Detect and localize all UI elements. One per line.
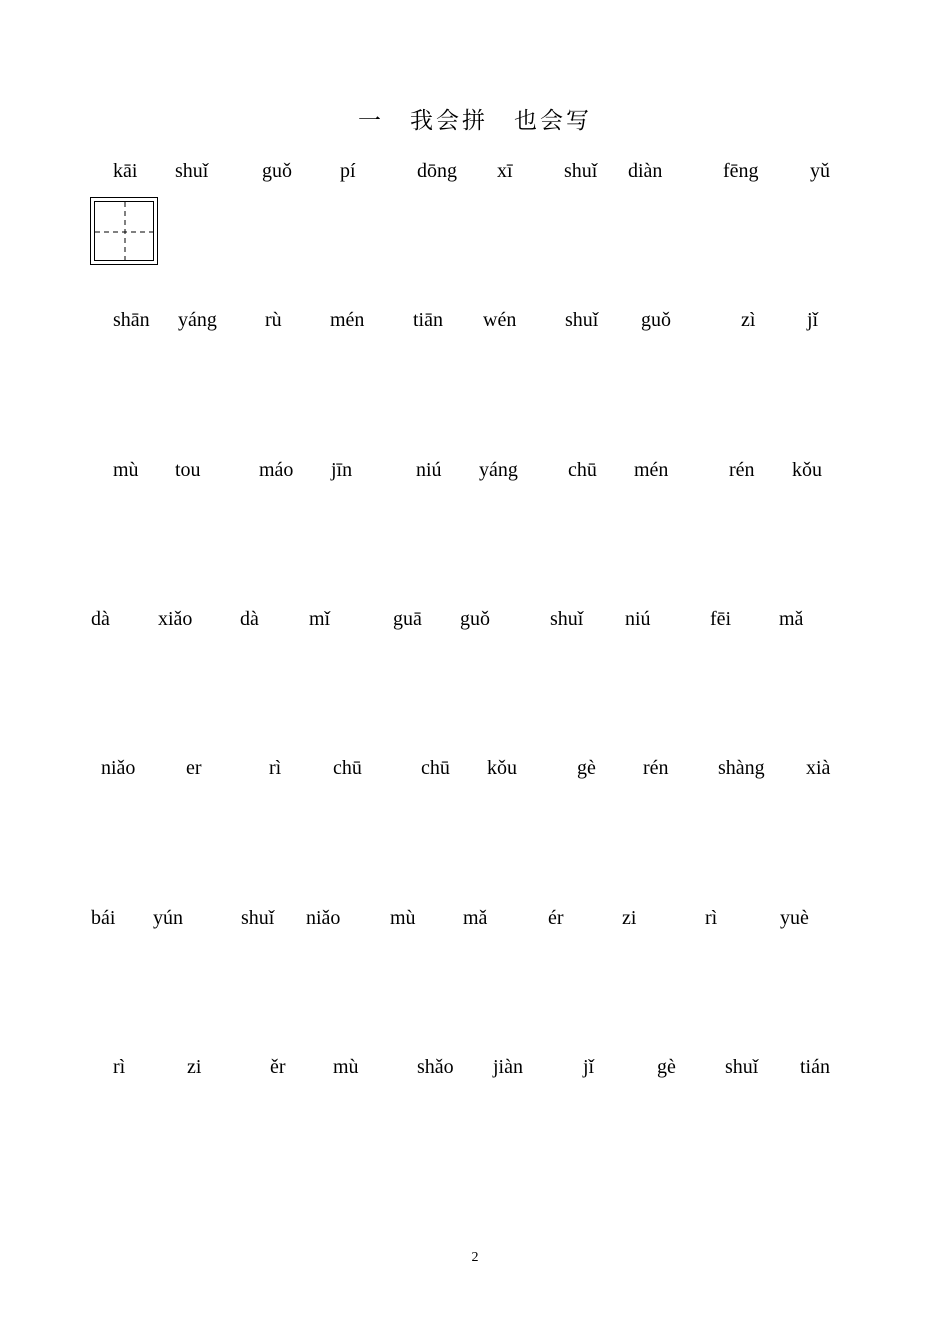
pinyin-word: kǒu bbox=[487, 757, 517, 779]
pinyin-word: dà bbox=[240, 608, 259, 630]
pinyin-row-6 bbox=[0, 904, 950, 932]
pinyin-word: zì bbox=[741, 309, 756, 331]
pinyin-word: shuǐ bbox=[241, 907, 275, 929]
pinyin-word: chū bbox=[568, 459, 597, 481]
pinyin-word: niú bbox=[625, 608, 651, 630]
pinyin-word: xià bbox=[806, 757, 831, 779]
pinyin-word: bái bbox=[91, 907, 116, 929]
pinyin-word: fēi bbox=[710, 608, 732, 630]
pinyin-word: mén bbox=[634, 459, 669, 481]
pinyin-word: máo bbox=[259, 459, 294, 481]
pinyin-row-3 bbox=[0, 456, 950, 484]
pinyin-word: niú bbox=[416, 459, 442, 481]
pinyin-word: jǐ bbox=[583, 1056, 595, 1078]
pinyin-word: shuǐ bbox=[175, 160, 209, 182]
pinyin-word: ěr bbox=[270, 1056, 286, 1078]
grid-cross-guides bbox=[95, 202, 155, 262]
pinyin-word: mù bbox=[113, 459, 139, 481]
pinyin-word: rì bbox=[113, 1056, 126, 1078]
pinyin-word: rì bbox=[705, 907, 718, 929]
page-title: 一 我会拼 也会写 bbox=[358, 108, 592, 134]
pinyin-word: tou bbox=[175, 459, 201, 481]
pinyin-row-2 bbox=[0, 306, 950, 334]
pinyin-word: zi bbox=[187, 1056, 202, 1078]
pinyin-word: rù bbox=[265, 309, 282, 331]
pinyin-word: shuǐ bbox=[550, 608, 584, 630]
pinyin-word: shuǐ bbox=[564, 160, 598, 182]
pinyin-word: tián bbox=[800, 1056, 830, 1078]
pinyin-word: mǐ bbox=[309, 608, 331, 630]
pinyin-word: yáng bbox=[178, 309, 217, 331]
pinyin-word: shuǐ bbox=[565, 309, 599, 331]
pinyin-word: mén bbox=[330, 309, 365, 331]
writing-grid-box[interactable] bbox=[90, 197, 158, 265]
pinyin-word: niǎo bbox=[101, 757, 136, 779]
pinyin-word: yǔ bbox=[810, 160, 830, 182]
pinyin-word: jǐ bbox=[807, 309, 819, 331]
pinyin-word: yáng bbox=[479, 459, 518, 481]
pinyin-word: mù bbox=[390, 907, 416, 929]
pinyin-word: mù bbox=[333, 1056, 359, 1078]
pinyin-word: zi bbox=[622, 907, 637, 929]
pinyin-word: rén bbox=[643, 757, 669, 779]
pinyin-word: dà bbox=[91, 608, 110, 630]
writing-grid-inner bbox=[94, 201, 154, 261]
pinyin-word: jīn bbox=[331, 459, 353, 481]
pinyin-word: guā bbox=[393, 608, 422, 630]
pinyin-word: rén bbox=[729, 459, 755, 481]
pinyin-word: wén bbox=[483, 309, 517, 331]
pinyin-word: chū bbox=[333, 757, 362, 779]
pinyin-word: mǎ bbox=[779, 608, 804, 630]
pinyin-word: jiàn bbox=[493, 1056, 523, 1078]
pinyin-word: mǎ bbox=[463, 907, 488, 929]
pinyin-word: pí bbox=[340, 160, 356, 182]
pinyin-word: yuè bbox=[780, 907, 809, 929]
pinyin-word: gè bbox=[577, 757, 596, 779]
pinyin-word: diàn bbox=[628, 160, 663, 182]
pinyin-word: guǒ bbox=[262, 160, 292, 182]
pinyin-word: shǎo bbox=[417, 1056, 454, 1078]
pinyin-word: gè bbox=[657, 1056, 676, 1078]
pinyin-word: tiān bbox=[413, 309, 443, 331]
pinyin-row-1 bbox=[0, 157, 950, 185]
pinyin-word: ér bbox=[548, 907, 564, 929]
pinyin-word: chū bbox=[421, 757, 450, 779]
pinyin-word: shān bbox=[113, 309, 150, 331]
pinyin-word: rì bbox=[269, 757, 282, 779]
pinyin-word: kāi bbox=[113, 160, 138, 182]
pinyin-row-5 bbox=[0, 754, 950, 782]
pinyin-word: niǎo bbox=[306, 907, 341, 929]
pinyin-row-4 bbox=[0, 605, 950, 633]
pinyin-word: shuǐ bbox=[725, 1056, 759, 1078]
pinyin-word: dōng bbox=[417, 160, 457, 182]
pinyin-word: yún bbox=[153, 907, 183, 929]
pinyin-word: er bbox=[186, 757, 202, 779]
pinyin-row-7 bbox=[0, 1053, 950, 1081]
pinyin-word: fēng bbox=[723, 160, 759, 182]
pinyin-word: kǒu bbox=[792, 459, 822, 481]
pinyin-word: shàng bbox=[718, 757, 765, 779]
page-number: 2 bbox=[471, 1250, 479, 1265]
pinyin-word: xiǎo bbox=[158, 608, 193, 630]
pinyin-word: xī bbox=[497, 160, 513, 182]
pinyin-word: guǒ bbox=[460, 608, 490, 630]
pinyin-word: guǒ bbox=[641, 309, 671, 331]
